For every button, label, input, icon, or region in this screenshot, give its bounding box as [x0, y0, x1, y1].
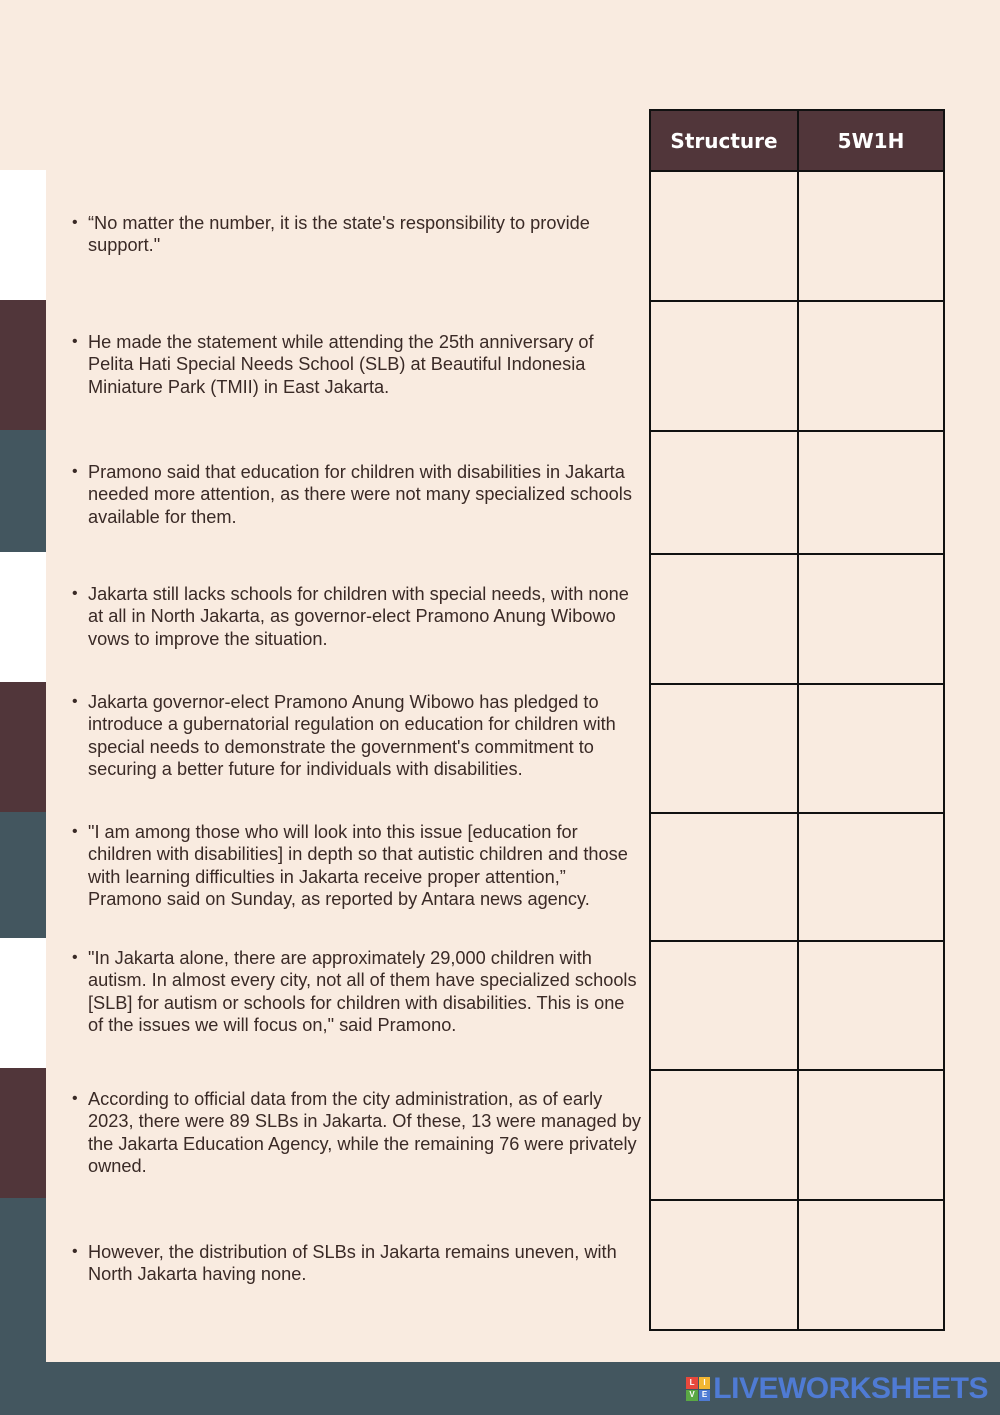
logo-letter: L — [686, 1377, 698, 1389]
table-row — [650, 813, 944, 941]
table-row — [650, 301, 944, 431]
statement-text: "In Jakarta alone, there are approximately 29,000 children with autism. In almost every city, not all of them have specialized schools [SLB] for autism or schools for children with disabilities. This is one of the issues we will focus on," said Pramono. — [88, 948, 637, 1036]
statement-text: Pramono said that education for children with disabilities in Jakarta needed more attention, as there were not many specialized schools available for them. — [88, 462, 632, 527]
statement-item — [72, 1241, 642, 1286]
bullet-dot: • — [72, 585, 78, 602]
bullet-dot: • — [72, 949, 78, 966]
left-bar-brown — [0, 1068, 46, 1198]
structure-answer-cell[interactable] — [650, 171, 798, 301]
statement-item — [72, 1088, 642, 1178]
logo-letter: V — [686, 1390, 698, 1402]
bullet-dot: • — [72, 1090, 78, 1107]
statement-text: He made the statement while attending the 25th anniversary of Pelita Hati Special Needs School (SLB) at Beautiful Indonesia Miniature Park (TMII) in East Jakarta. — [88, 332, 594, 397]
structure-answer-cell[interactable] — [650, 1070, 798, 1200]
column-header-5w1h: 5W1H — [798, 110, 944, 171]
table-row — [650, 1200, 944, 1330]
table-row — [650, 941, 944, 1070]
table-row — [650, 431, 944, 554]
5w1h-answer-cell[interactable] — [798, 1070, 944, 1200]
left-bar-slate — [0, 430, 46, 552]
left-bar-brown — [0, 300, 46, 430]
5w1h-answer-cell[interactable] — [798, 941, 944, 1070]
5w1h-answer-cell[interactable] — [798, 684, 944, 813]
column-header-structure: Structure — [650, 110, 798, 171]
statement-item — [72, 212, 642, 257]
table-row — [650, 684, 944, 813]
liveworksheets-logo[interactable] — [686, 1373, 988, 1405]
statement-item — [72, 947, 642, 1037]
footer-bar — [0, 1362, 1000, 1415]
logo-grid-icon — [686, 1377, 710, 1401]
left-bar-white — [0, 552, 46, 682]
bullet-dot: • — [72, 1243, 78, 1260]
statement-text: “No matter the number, it is the state's responsibility to provide support." — [88, 213, 590, 256]
left-bar-slate — [0, 1198, 46, 1362]
5w1h-answer-cell[interactable] — [798, 301, 944, 431]
structure-answer-cell[interactable] — [650, 941, 798, 1070]
5w1h-answer-cell[interactable] — [798, 554, 944, 684]
structure-answer-cell[interactable] — [650, 1200, 798, 1330]
table-row — [650, 1070, 944, 1200]
table-header-row — [650, 110, 944, 171]
logo-letter: I — [699, 1377, 711, 1389]
left-color-bars — [0, 0, 46, 1362]
5w1h-answer-cell[interactable] — [798, 431, 944, 554]
table-row — [650, 554, 944, 684]
statement-text: Jakarta still lacks schools for children with special needs, with none at all in North Jakarta, as governor-elect Pramono Anung Wibowo vows to improve the situation. — [88, 584, 629, 649]
bullet-dot: • — [72, 463, 78, 480]
5w1h-answer-cell[interactable] — [798, 1200, 944, 1330]
left-bar-white — [0, 938, 46, 1068]
structure-answer-cell[interactable] — [650, 301, 798, 431]
left-bar-brown — [0, 682, 46, 812]
statement-item — [72, 461, 642, 528]
statement-item — [72, 583, 642, 650]
statement-text: "I am among those who will look into this issue [education for children with disabilities] in depth so that autistic children and those with learning difficulties in Jakarta receive proper attention,” Pramono said on Sunday, as reported by Antara news agency. — [88, 822, 628, 910]
statement-text: Jakarta governor-elect Pramono Anung Wibowo has pledged to introduce a gubernatorial regulation on education for children with special needs to demonstrate the government's commitment to securing a better future for individuals with disabilities. — [88, 692, 616, 780]
structure-answer-cell[interactable] — [650, 431, 798, 554]
left-bar-slate — [0, 812, 46, 938]
answer-table — [649, 109, 945, 1331]
structure-answer-cell[interactable] — [650, 684, 798, 813]
statement-item — [72, 331, 642, 398]
statement-text: According to official data from the city administration, as of early 2023, there were 89 SLBs in Jakarta. Of these, 13 were managed by the Jakarta Education Agency, while the remaining 76 were privately owned. — [88, 1089, 642, 1177]
left-bar-white — [0, 170, 46, 300]
structure-answer-cell[interactable] — [650, 554, 798, 684]
bullet-dot: • — [72, 823, 78, 840]
statement-item — [72, 691, 642, 781]
structure-answer-cell[interactable] — [650, 813, 798, 941]
bullet-dot: • — [72, 693, 78, 710]
5w1h-answer-cell[interactable] — [798, 171, 944, 301]
statement-item — [72, 821, 642, 911]
bullet-dot: • — [72, 333, 78, 350]
logo-letter: E — [699, 1390, 711, 1402]
logo-text: LIVEWORKSHEETS — [713, 1372, 988, 1405]
bullet-dot: • — [72, 214, 78, 231]
5w1h-answer-cell[interactable] — [798, 813, 944, 941]
table-row — [650, 171, 944, 301]
statement-text: However, the distribution of SLBs in Jakarta remains uneven, with North Jakarta having none. — [88, 1242, 617, 1285]
